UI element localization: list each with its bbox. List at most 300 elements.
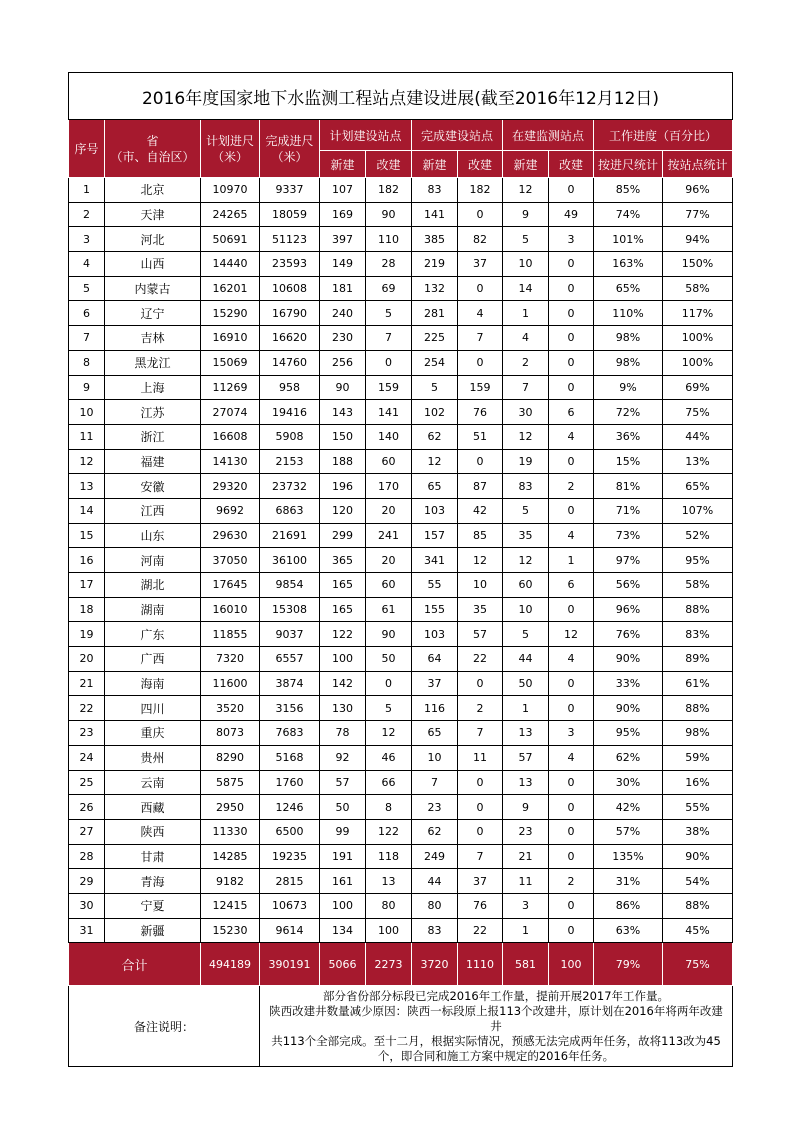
table-cell: 71% xyxy=(594,498,663,523)
table-cell: 35 xyxy=(458,597,503,622)
table-cell: 14285 xyxy=(201,844,260,869)
table-cell: 0 xyxy=(549,375,594,400)
table-cell: 18059 xyxy=(260,202,320,227)
table-cell: 0 xyxy=(549,671,594,696)
table-cell: 16201 xyxy=(201,276,260,301)
table-cell: 98% xyxy=(663,721,733,746)
province-cell: 江苏 xyxy=(105,400,201,425)
table-cell: 12 xyxy=(412,449,458,474)
table-cell: 80 xyxy=(366,893,412,918)
table-cell: 7 xyxy=(458,721,503,746)
table-cell: 11 xyxy=(503,869,549,894)
table-cell: 80 xyxy=(412,893,458,918)
table-cell: 8 xyxy=(69,350,105,375)
table-cell: 28 xyxy=(69,844,105,869)
table-cell: 14130 xyxy=(201,449,260,474)
table-cell: 0 xyxy=(458,350,503,375)
table-cell: 225 xyxy=(412,326,458,351)
notes-line: 部分省份部分标段已完成2016年工作量，提前开展2017年工作量。 xyxy=(322,988,670,1003)
table-cell: 4 xyxy=(549,745,594,770)
table-row xyxy=(69,449,733,474)
table-cell: 46 xyxy=(366,745,412,770)
province-cell: 广东 xyxy=(105,622,201,647)
table-cell: 5168 xyxy=(260,745,320,770)
table-cell: 12 xyxy=(366,721,412,746)
total-cell: 5066 xyxy=(320,943,366,986)
province-cell: 陕西 xyxy=(105,819,201,844)
table-cell: 219 xyxy=(412,252,458,277)
table-cell: 130 xyxy=(320,696,366,721)
progress-table xyxy=(68,72,733,1067)
table-cell: 10608 xyxy=(260,276,320,301)
table-row xyxy=(69,819,733,844)
table-cell: 57 xyxy=(320,770,366,795)
header-by-sites: 按站点统计 xyxy=(663,151,733,178)
table-cell: 42 xyxy=(458,498,503,523)
table-cell: 5 xyxy=(412,375,458,400)
table-row xyxy=(69,350,733,375)
table-cell: 7 xyxy=(366,326,412,351)
table-cell: 19 xyxy=(503,449,549,474)
table-cell: 9% xyxy=(594,375,663,400)
table-cell: 159 xyxy=(366,375,412,400)
table-cell: 140 xyxy=(366,424,412,449)
table-cell: 61% xyxy=(663,671,733,696)
table-cell: 0 xyxy=(549,893,594,918)
table-cell: 191 xyxy=(320,844,366,869)
table-cell: 6 xyxy=(69,301,105,326)
table-cell: 62% xyxy=(594,745,663,770)
table-cell: 299 xyxy=(320,523,366,548)
total-cell: 1110 xyxy=(458,943,503,986)
table-cell: 134 xyxy=(320,918,366,943)
table-cell: 2 xyxy=(69,202,105,227)
table-cell: 6863 xyxy=(260,498,320,523)
table-cell: 16608 xyxy=(201,424,260,449)
table-cell: 122 xyxy=(320,622,366,647)
table-cell: 0 xyxy=(549,597,594,622)
province-cell: 天津 xyxy=(105,202,201,227)
table-cell: 65% xyxy=(663,474,733,499)
table-cell: 83% xyxy=(663,622,733,647)
table-cell: 7320 xyxy=(201,647,260,672)
table-row xyxy=(69,548,733,573)
table-row xyxy=(69,696,733,721)
table-cell: 182 xyxy=(458,178,503,203)
total-cell: 79% xyxy=(594,943,663,986)
header-monitoring-new: 新建 xyxy=(503,151,549,178)
table-cell: 21691 xyxy=(260,523,320,548)
table-cell: 35 xyxy=(503,523,549,548)
table-cell: 23 xyxy=(412,795,458,820)
table-row xyxy=(69,375,733,400)
table-cell: 6500 xyxy=(260,819,320,844)
table-cell: 13 xyxy=(366,869,412,894)
total-cell: 3720 xyxy=(412,943,458,986)
table-cell: 150 xyxy=(320,424,366,449)
table-cell: 76 xyxy=(458,400,503,425)
table-cell: 3874 xyxy=(260,671,320,696)
header-planned-depth xyxy=(201,120,260,178)
table-cell: 12 xyxy=(503,178,549,203)
table-cell: 65% xyxy=(594,276,663,301)
table-cell: 57% xyxy=(594,819,663,844)
table-cell: 2 xyxy=(549,474,594,499)
table-cell: 100 xyxy=(366,918,412,943)
table-cell: 29320 xyxy=(201,474,260,499)
notes-label: 备注说明： xyxy=(69,986,260,1067)
table-cell: 4 xyxy=(458,301,503,326)
header-province-line1: 省 xyxy=(146,133,159,148)
total-cell: 100 xyxy=(549,943,594,986)
table-cell: 0 xyxy=(366,671,412,696)
table-row xyxy=(69,597,733,622)
table-cell: 95% xyxy=(594,721,663,746)
table-cell: 64 xyxy=(412,647,458,672)
table-cell: 14760 xyxy=(260,350,320,375)
table-cell: 110% xyxy=(594,301,663,326)
table-cell: 10 xyxy=(458,573,503,598)
table-cell: 20 xyxy=(366,498,412,523)
table-cell: 20 xyxy=(366,548,412,573)
province-cell: 甘肃 xyxy=(105,844,201,869)
table-cell: 0 xyxy=(458,819,503,844)
notes-row xyxy=(69,986,733,1067)
table-cell: 4 xyxy=(503,326,549,351)
total-cell: 581 xyxy=(503,943,549,986)
table-cell: 23593 xyxy=(260,252,320,277)
table-cell: 120 xyxy=(320,498,366,523)
table-row xyxy=(69,795,733,820)
table-cell: 74% xyxy=(594,202,663,227)
table-cell: 10 xyxy=(69,400,105,425)
table-cell: 5 xyxy=(503,498,549,523)
table-cell: 110 xyxy=(366,227,412,252)
table-cell: 16620 xyxy=(260,326,320,351)
table-cell: 98% xyxy=(594,350,663,375)
province-cell: 山西 xyxy=(105,252,201,277)
table-cell: 11600 xyxy=(201,671,260,696)
table-cell: 90 xyxy=(366,622,412,647)
table-cell: 55 xyxy=(412,573,458,598)
header-planned-sites: 计划建设站点 xyxy=(320,120,412,151)
table-cell: 0 xyxy=(549,178,594,203)
province-cell: 海南 xyxy=(105,671,201,696)
table-cell: 0 xyxy=(549,326,594,351)
table-cell: 103 xyxy=(412,622,458,647)
table-cell: 82 xyxy=(458,227,503,252)
table-cell: 3520 xyxy=(201,696,260,721)
header-planned-rebuild: 改建 xyxy=(366,151,412,178)
table-cell: 7683 xyxy=(260,721,320,746)
table-cell: 2 xyxy=(549,869,594,894)
header-planned-new: 新建 xyxy=(320,151,366,178)
table-cell: 117% xyxy=(663,301,733,326)
table-cell: 29630 xyxy=(201,523,260,548)
table-cell: 14 xyxy=(69,498,105,523)
table-cell: 397 xyxy=(320,227,366,252)
table-cell: 169 xyxy=(320,202,366,227)
table-cell: 36100 xyxy=(260,548,320,573)
table-cell: 38% xyxy=(663,819,733,844)
table-cell: 118 xyxy=(366,844,412,869)
table-cell: 14 xyxy=(503,276,549,301)
table-row xyxy=(69,227,733,252)
table-cell: 0 xyxy=(458,671,503,696)
province-cell: 河北 xyxy=(105,227,201,252)
table-cell: 4 xyxy=(549,523,594,548)
table-cell: 1 xyxy=(69,178,105,203)
table-cell: 365 xyxy=(320,548,366,573)
table-cell: 2153 xyxy=(260,449,320,474)
province-cell: 江西 xyxy=(105,498,201,523)
table-cell: 73% xyxy=(594,523,663,548)
table-row xyxy=(69,770,733,795)
table-row xyxy=(69,573,733,598)
table-row xyxy=(69,178,733,203)
table-cell: 23 xyxy=(503,819,549,844)
table-cell: 50 xyxy=(366,647,412,672)
table-row xyxy=(69,301,733,326)
province-cell: 内蒙古 xyxy=(105,276,201,301)
table-cell: 45% xyxy=(663,918,733,943)
table-cell: 49 xyxy=(549,202,594,227)
table-cell: 1 xyxy=(549,548,594,573)
table-cell: 1 xyxy=(503,696,549,721)
table-cell: 44% xyxy=(663,424,733,449)
table-cell: 44 xyxy=(412,869,458,894)
table-cell: 75% xyxy=(663,400,733,425)
table-cell: 15069 xyxy=(201,350,260,375)
table-cell: 85 xyxy=(458,523,503,548)
table-cell: 8073 xyxy=(201,721,260,746)
header-completed-rebuild: 改建 xyxy=(458,151,503,178)
table-cell: 3156 xyxy=(260,696,320,721)
table-row xyxy=(69,400,733,425)
table-cell: 9 xyxy=(503,795,549,820)
table-cell: 18 xyxy=(69,597,105,622)
table-cell: 100% xyxy=(663,326,733,351)
province-cell: 广西 xyxy=(105,647,201,672)
table-cell: 5 xyxy=(503,227,549,252)
table-cell: 85% xyxy=(594,178,663,203)
table-cell: 16010 xyxy=(201,597,260,622)
table-cell: 90 xyxy=(366,202,412,227)
table-cell: 0 xyxy=(549,252,594,277)
table-cell: 143 xyxy=(320,400,366,425)
table-cell: 57 xyxy=(503,745,549,770)
table-row xyxy=(69,671,733,696)
table-cell: 0 xyxy=(366,350,412,375)
report-page xyxy=(68,72,732,1067)
table-cell: 83 xyxy=(412,178,458,203)
header-completed-depth-line2: （米） xyxy=(271,149,308,164)
table-cell: 9 xyxy=(69,375,105,400)
table-cell: 4 xyxy=(69,252,105,277)
table-cell: 0 xyxy=(549,350,594,375)
table-cell: 37 xyxy=(458,252,503,277)
table-cell: 58% xyxy=(663,573,733,598)
table-cell: 3 xyxy=(549,227,594,252)
table-cell: 63% xyxy=(594,918,663,943)
total-cell: 75% xyxy=(663,943,733,986)
table-cell: 37 xyxy=(412,671,458,696)
table-cell: 107% xyxy=(663,498,733,523)
table-cell: 83 xyxy=(412,918,458,943)
table-cell: 98% xyxy=(594,326,663,351)
table-cell: 66 xyxy=(366,770,412,795)
table-cell: 0 xyxy=(549,819,594,844)
province-cell: 福建 xyxy=(105,449,201,474)
table-cell: 31% xyxy=(594,869,663,894)
table-row xyxy=(69,893,733,918)
table-row xyxy=(69,869,733,894)
province-cell: 宁夏 xyxy=(105,893,201,918)
table-cell: 16% xyxy=(663,770,733,795)
table-cell: 0 xyxy=(549,276,594,301)
table-cell: 88% xyxy=(663,597,733,622)
table-cell: 5908 xyxy=(260,424,320,449)
table-cell: 72% xyxy=(594,400,663,425)
table-cell: 100% xyxy=(663,350,733,375)
table-cell: 16790 xyxy=(260,301,320,326)
table-cell: 97% xyxy=(594,548,663,573)
table-cell: 0 xyxy=(549,844,594,869)
table-cell: 20 xyxy=(69,647,105,672)
table-cell: 15308 xyxy=(260,597,320,622)
table-cell: 37050 xyxy=(201,548,260,573)
table-cell: 24 xyxy=(69,745,105,770)
table-cell: 27074 xyxy=(201,400,260,425)
table-cell: 385 xyxy=(412,227,458,252)
notes-text xyxy=(260,986,733,1067)
table-cell: 5 xyxy=(366,301,412,326)
header-monitoring-rebuild: 改建 xyxy=(549,151,594,178)
table-cell: 50 xyxy=(320,795,366,820)
table-cell: 9854 xyxy=(260,573,320,598)
table-body xyxy=(69,178,733,943)
table-cell: 7 xyxy=(458,326,503,351)
table-cell: 95% xyxy=(663,548,733,573)
table-cell: 0 xyxy=(458,449,503,474)
table-cell: 149 xyxy=(320,252,366,277)
table-cell: 12 xyxy=(503,424,549,449)
province-cell: 四川 xyxy=(105,696,201,721)
table-row xyxy=(69,276,733,301)
total-cell: 2273 xyxy=(366,943,412,986)
table-cell: 87 xyxy=(458,474,503,499)
table-cell: 141 xyxy=(412,202,458,227)
table-row xyxy=(69,918,733,943)
table-cell: 165 xyxy=(320,573,366,598)
table-cell: 54% xyxy=(663,869,733,894)
table-cell: 17 xyxy=(69,573,105,598)
table-row xyxy=(69,202,733,227)
table-cell: 52% xyxy=(663,523,733,548)
table-cell: 0 xyxy=(549,696,594,721)
province-cell: 上海 xyxy=(105,375,201,400)
table-cell: 5 xyxy=(69,276,105,301)
table-cell: 76 xyxy=(458,893,503,918)
table-cell: 69% xyxy=(663,375,733,400)
table-cell: 30% xyxy=(594,770,663,795)
table-cell: 90% xyxy=(594,696,663,721)
table-cell: 33% xyxy=(594,671,663,696)
table-cell: 37 xyxy=(458,869,503,894)
table-cell: 132 xyxy=(412,276,458,301)
table-cell: 19416 xyxy=(260,400,320,425)
table-row xyxy=(69,424,733,449)
table-cell: 281 xyxy=(412,301,458,326)
table-cell: 1760 xyxy=(260,770,320,795)
table-cell: 188 xyxy=(320,449,366,474)
table-cell: 90 xyxy=(320,375,366,400)
table-cell: 4 xyxy=(549,647,594,672)
table-cell: 13 xyxy=(503,721,549,746)
table-row xyxy=(69,647,733,672)
table-title: 2016年度国家地下水监测工程站点建设进展(截至2016年12月12日) xyxy=(69,73,733,120)
table-cell: 161 xyxy=(320,869,366,894)
table-cell: 7 xyxy=(69,326,105,351)
table-cell: 7 xyxy=(412,770,458,795)
table-cell: 83 xyxy=(503,474,549,499)
table-cell: 165 xyxy=(320,597,366,622)
table-cell: 62 xyxy=(412,819,458,844)
table-cell: 196 xyxy=(320,474,366,499)
table-cell: 10 xyxy=(412,745,458,770)
table-cell: 0 xyxy=(549,918,594,943)
table-cell: 12 xyxy=(503,548,549,573)
header-completed-sites: 完成建设站点 xyxy=(412,120,503,151)
total-row xyxy=(69,943,733,986)
table-cell: 0 xyxy=(549,770,594,795)
table-cell: 11855 xyxy=(201,622,260,647)
table-cell: 76% xyxy=(594,622,663,647)
table-cell: 31 xyxy=(69,918,105,943)
table-row xyxy=(69,474,733,499)
table-cell: 25 xyxy=(69,770,105,795)
table-cell: 0 xyxy=(458,276,503,301)
table-cell: 81% xyxy=(594,474,663,499)
table-row xyxy=(69,498,733,523)
table-cell: 341 xyxy=(412,548,458,573)
table-cell: 13% xyxy=(663,449,733,474)
table-cell: 51123 xyxy=(260,227,320,252)
table-cell: 163% xyxy=(594,252,663,277)
table-cell: 0 xyxy=(458,770,503,795)
table-cell: 10 xyxy=(503,252,549,277)
header-planned-depth-line2: （米） xyxy=(211,149,248,164)
table-cell: 102 xyxy=(412,400,458,425)
table-cell: 1 xyxy=(503,301,549,326)
table-cell: 88% xyxy=(663,893,733,918)
table-cell: 9 xyxy=(503,202,549,227)
table-cell: 7 xyxy=(503,375,549,400)
table-cell: 30 xyxy=(69,893,105,918)
table-cell: 55% xyxy=(663,795,733,820)
table-cell: 10970 xyxy=(201,178,260,203)
province-cell: 河南 xyxy=(105,548,201,573)
table-cell: 24265 xyxy=(201,202,260,227)
table-cell: 21 xyxy=(69,671,105,696)
table-cell: 122 xyxy=(366,819,412,844)
table-cell: 51 xyxy=(458,424,503,449)
table-cell: 0 xyxy=(549,795,594,820)
table-cell: 36% xyxy=(594,424,663,449)
table-cell: 65 xyxy=(412,474,458,499)
table-cell: 23732 xyxy=(260,474,320,499)
table-cell: 60 xyxy=(366,573,412,598)
